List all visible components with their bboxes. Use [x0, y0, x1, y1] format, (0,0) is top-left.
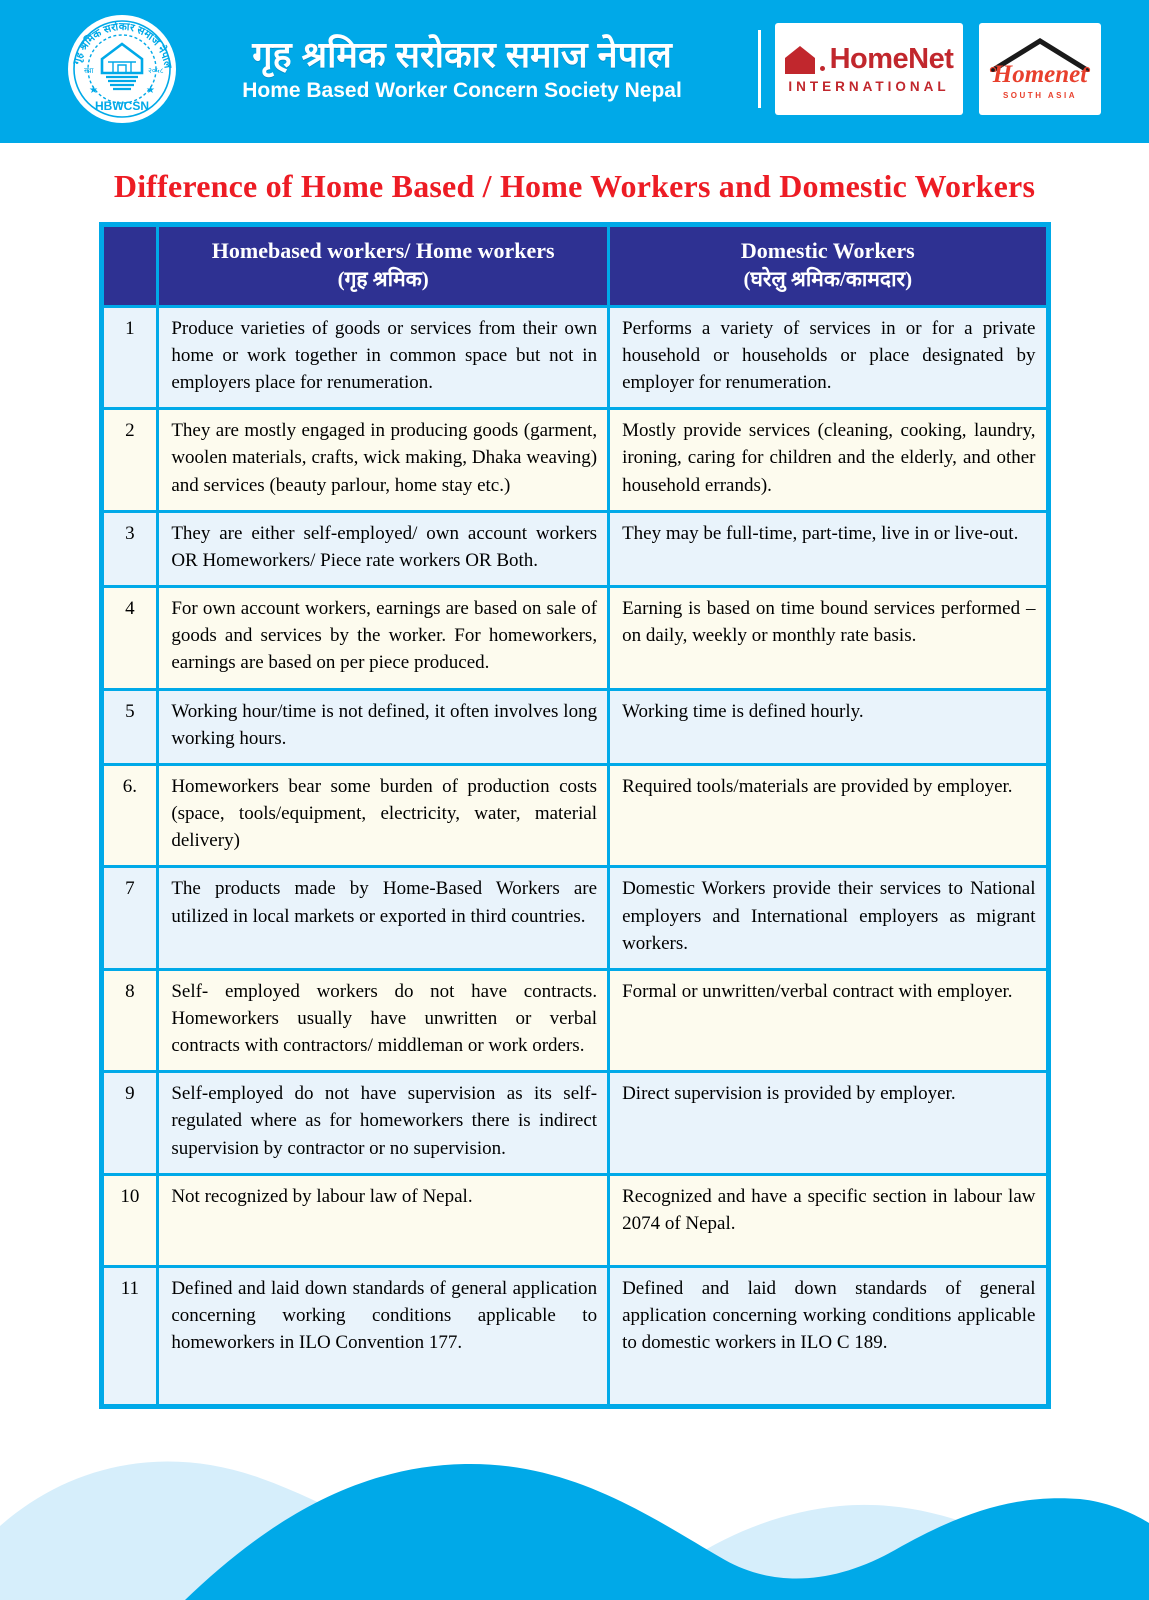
domestic-column-title: Domestic Workers — [740, 238, 915, 263]
page-title: Difference of Home Based / Home Workers and Domestic Workers — [113, 168, 1036, 204]
row-number: 9 — [101, 1072, 158, 1174]
domestic-cell: Earning is based on time bound services performed – on daily, weekly or monthly rate basis. — [609, 587, 1048, 689]
header-cell-domestic — [609, 225, 1048, 307]
stamp-left-label: स्था — [84, 65, 94, 75]
row-number: 11 — [101, 1266, 158, 1406]
row-number: 4 — [101, 587, 158, 689]
homenet-international-subtitle: INTERNATIONAL — [788, 79, 950, 94]
svg-text:★: ★ — [146, 84, 155, 96]
homenet-international-logo — [775, 23, 963, 115]
homebased-cell: For own account workers, earnings are based on sale of goods and services by the worker. For homeworkers, earnings are based on per piece produced. — [158, 587, 609, 689]
header-divider — [758, 30, 761, 108]
row-number: 7 — [101, 867, 158, 969]
domestic-cell: They may be full-time, part-time, live in or live-out. — [609, 511, 1048, 586]
stamp-acronym: HBWCSN — [95, 98, 149, 113]
org-name-english: Home Based Worker Concern Society Nepal — [242, 79, 682, 103]
org-name-nepali: गृह श्रमिक सरोकार समाज नेपाल — [252, 33, 672, 75]
homebased-cell: Self- employed workers do not have contracts. Homeworkers usually have unwritten or verbal contracts with contractors/ middleman or work orders. — [158, 969, 609, 1071]
homebased-cell: Self-employed do not have supervision as its self-regulated where as for homeworkers there is indirect supervision by contractor or no supervision. — [158, 1072, 609, 1174]
table-header-row — [101, 225, 1048, 307]
table-row — [101, 306, 1048, 408]
homebased-cell: Produce varieties of goods or services from their own home or work together in common space but not in employers place for renumeration. — [158, 306, 609, 408]
homebased-cell: They are mostly engaged in producing goods (garment, woolen materials, crafts, wick making, Dhaka weaving) and services (beauty parlour, home stay etc.) — [158, 409, 609, 511]
table-row — [101, 1174, 1048, 1266]
homenet-south-asia-subtitle: SOUTH ASIA — [1002, 90, 1078, 100]
homebased-cell: They are either self-employed/ own account workers OR Homeworkers/ Piece rate workers OR Both. — [158, 511, 609, 586]
homebased-cell: Working hour/time is not defined, it often involves long working hours. — [158, 689, 609, 764]
header-cell-number — [101, 225, 158, 307]
table-row — [101, 1266, 1048, 1406]
domestic-cell: Recognized and have a specific section in labour law 2074 of Nepal. — [609, 1174, 1048, 1266]
row-number: 3 — [101, 511, 158, 586]
row-number: 10 — [101, 1174, 158, 1266]
table-row — [101, 409, 1048, 511]
homebased-cell: Homeworkers bear some burden of production costs (space, tools/equipment, electricity, water, material delivery) — [158, 764, 609, 866]
domestic-cell: Formal or unwritten/verbal contract with employer. — [609, 969, 1048, 1071]
domestic-cell: Domestic Workers provide their services to National employers and International employers as migrant workers. — [609, 867, 1048, 969]
org-titles — [178, 34, 754, 103]
homebased-column-subtitle: (गृह श्रमिक) — [337, 266, 429, 291]
homenet-south-asia-logo — [979, 23, 1101, 115]
row-number: 8 — [101, 969, 158, 1071]
row-number: 5 — [101, 689, 158, 764]
svg-text:★: ★ — [89, 84, 98, 96]
header-band — [0, 0, 1149, 143]
stamp-arc-text: गृह श्रमिक सरोकार समाज नेपाल — [70, 20, 174, 69]
table-row — [101, 969, 1048, 1071]
homebased-column-title: Homebased workers/ Home workers — [211, 238, 555, 263]
homenet-dot — [820, 66, 825, 71]
table-row — [101, 1072, 1048, 1174]
table-row — [101, 689, 1048, 764]
stamp-right-label: २०५८ — [148, 65, 164, 75]
row-number: 6. — [101, 764, 158, 866]
header-cell-homebased — [158, 225, 609, 307]
homebased-cell: Defined and laid down standards of general application concerning working conditions applicable to homeworkers in ILO Convention 177. — [158, 1266, 609, 1406]
footer-waves-decoration — [0, 1418, 1149, 1600]
table-row — [101, 511, 1048, 586]
domestic-column-subtitle: (घरेलु श्रमिक/कामदार) — [743, 266, 913, 291]
domestic-cell: Mostly provide services (cleaning, cooking, laundry, ironing, caring for children and the elderly, and other household errands). — [609, 409, 1048, 511]
row-number: 2 — [101, 409, 158, 511]
domestic-cell: Required tools/materials are provided by employer. — [609, 764, 1048, 866]
domestic-cell: Performs a variety of services in or for a private household or households or place designated by employer for renumeration. — [609, 306, 1048, 408]
homebased-cell: The products made by Home-Based Workers are utilized in local markets or exported in third countries. — [158, 867, 609, 969]
domestic-cell: Direct supervision is provided by employer. — [609, 1072, 1048, 1174]
table-row — [101, 587, 1048, 689]
domestic-cell: Working time is defined hourly. — [609, 689, 1048, 764]
homenet-international-name: HomeNet — [829, 43, 954, 75]
hbwcsn-stamp-logo-icon — [66, 13, 178, 125]
row-number: 1 — [101, 306, 158, 408]
comparison-table — [99, 222, 1051, 1409]
homenet-south-asia-name: Homenet — [992, 60, 1088, 88]
domestic-cell: Defined and laid down standards of general application concerning working conditions applicable to domestic workers in ILO C 189. — [609, 1266, 1048, 1406]
table-row — [101, 764, 1048, 866]
homenet-house-icon — [785, 46, 815, 74]
homebased-cell: Not recognized by labour law of Nepal. — [158, 1174, 609, 1266]
table-row — [101, 867, 1048, 969]
